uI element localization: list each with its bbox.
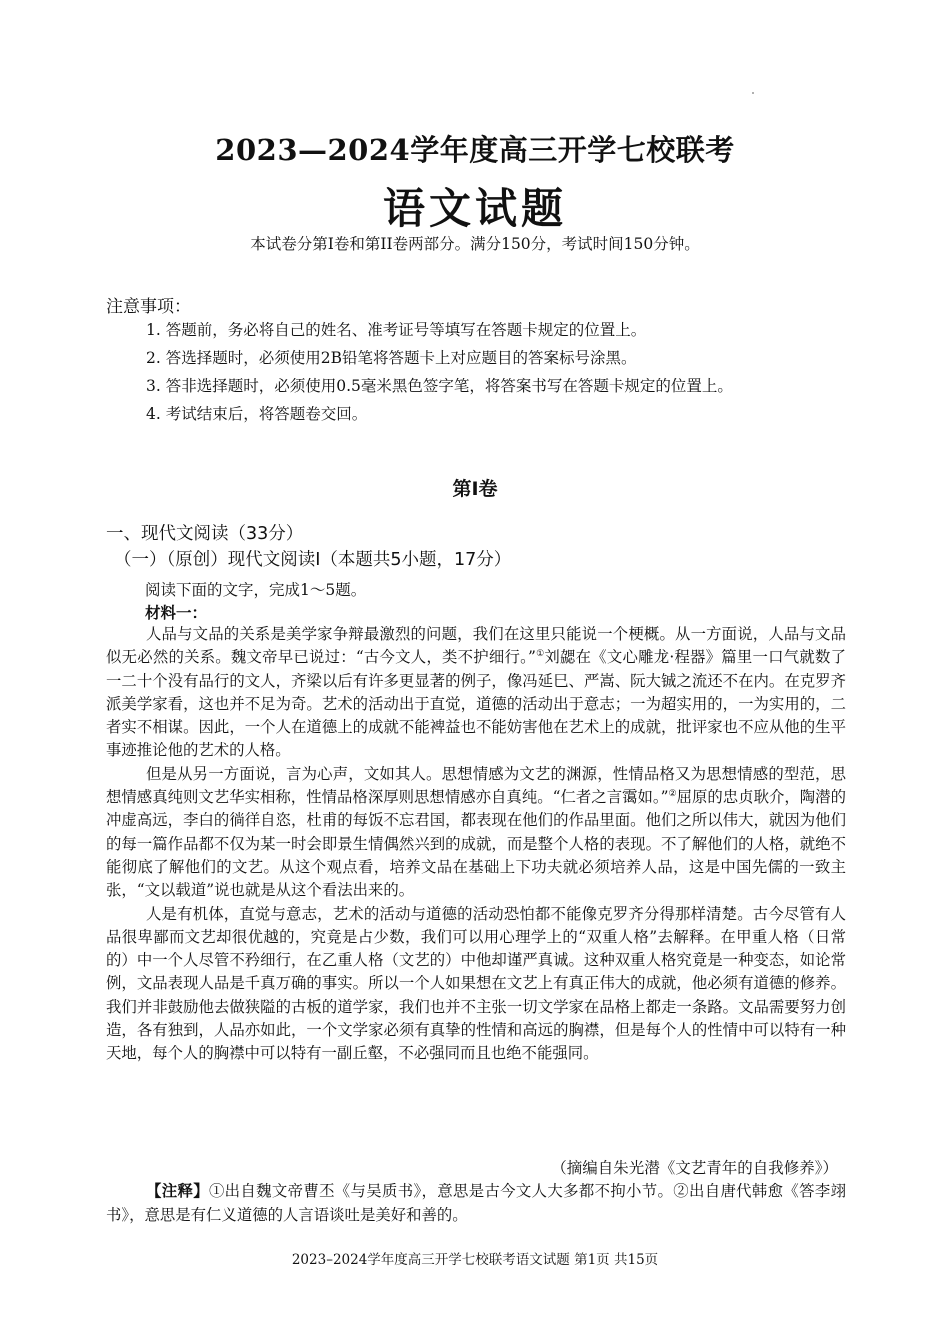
subsection-heading: （一）（原创）现代文阅读I（本题共5小题，17分） bbox=[114, 550, 512, 570]
section-heading: 一、现代文阅读（33分） bbox=[106, 524, 304, 544]
notice-item: 3. 答非选择题时，必须使用0.5毫米黑色签字笔，将答案书写在答题卡规定的位置上。 bbox=[146, 377, 733, 395]
paragraph-1-part-a: 人品与文品的关系是美学家争辩最激烈的问题，我们在这里只能说一个梗概。从一方面说，人品与文品似无必然的关系。魏文帝早已说过：“古今文人，类不护细行。” bbox=[106, 625, 846, 667]
exam-title: 2023—2024学年度高三开学七校联考 bbox=[215, 133, 735, 167]
annotation-note bbox=[106, 1180, 846, 1227]
notice-item: 4. 考试结束后，将答题卷交回。 bbox=[146, 405, 368, 423]
source-citation: （摘编自朱光潜《文艺青年的自我修养》） bbox=[551, 1159, 838, 1177]
subject-title: 语文试题 bbox=[382, 184, 567, 233]
note-label: 【注释】 bbox=[146, 1182, 209, 1200]
note-text: ①出自魏文帝曹丕《与吴质书》，意思是古今文人大多都不拘小节。②出自唐代韩愈《答李翊书》，意思是有仁义道德的人言语谈吐是美好和善的。 bbox=[106, 1182, 846, 1224]
exam-info: 本试卷分第I卷和第II卷两部分。满分150分，考试时间150分钟。 bbox=[250, 235, 700, 253]
paragraph-3: 人是有机体，直觉与意志，艺术的活动与道德的活动恐怕都不能像克罗齐分得那样清楚。古今尽管有人品很卑鄙而文艺却很优越的，究竟是占少数，我们可以用心理学上的“双重人格”去解释。在甲重人格（日常的）中一个人尽管不矜细行，在乙重人格（文艺的）中他却谨严真诚。这种双重人格究竟是一种变态，如论常例，文品表现人品是千真万确的事实。所以一个人如果想在文艺上有真正伟大的成就，他必须有道德的修养。我们并非鼓励他去做狭隘的古板的道学家，我们也并不主张一切文学家在品格上都走一条路。文品需要努力创造，各有独到，人品亦如此，一个文学家必须有真挚的性情和高远的胸襟，但是每个人的性情中可以特有一种天地，每个人的胸襟中可以特有一副丘壑，不必强同而且也绝不能强同。 bbox=[106, 904, 846, 1063]
paragraph-2-part-b: 屈原的忠贞耿介，陶潜的冲虚高远，李白的徜徉自恣，杜甫的每饭不忘君国，都表现在他们的作品里面。他们之所以伟大，就因为他们的每一篇作品都不仅为某一时会即景生情偶然兴到的成就，而是整个人格的表现。不了解他们的人格，就绝不能彻底了解他们的文艺。从这个观点看，培养文品在基础上下功夫就必须培养人品，这是中国先儒的一致主张，“文以载道”说也就是从这个看法出来的。 bbox=[106, 788, 846, 900]
material-label: 材料一： bbox=[145, 603, 208, 622]
notice-item: 2. 答选择题时，必须使用2B铅笔将答题卡上对应题目的答案标号涂黑。 bbox=[146, 349, 637, 367]
paragraph-1-part-b: 刘勰在《文心雕龙·程器》篇里一口气就数了一二十个没有品行的文人，齐梁以后有许多更显著的例子，像冯延巳、严嵩、阮大铖之流还不在内。在克罗齐派美学家看，这也并不足为奇。艺术的活动出于直觉，道德的活动出于意志；一为超实用的，一为实用的，二者实不相谋。因此，一个人在道德上的成就不能裨益也不能妨害他在艺术上的成就，批评家也不应从他的生平事迹推论他的艺术的人格。 bbox=[106, 648, 846, 760]
page-footer: 2023–2024学年度高三开学七校联考语文试题 第1页 共15页 bbox=[291, 1252, 659, 1268]
reading-instruction: 阅读下面的文字，完成1～5题。 bbox=[145, 581, 367, 599]
paragraph-2 bbox=[106, 763, 846, 903]
notice-list bbox=[106, 316, 846, 428]
notice-heading: 注意事项： bbox=[106, 297, 191, 317]
paragraph-2-part-a: 但是从另一方面说，言为心声，文如其人。思想情感为文艺的渊源，性情品格又为思想情感的型范，思想情感真纯则文艺华实相称，性情品格深厚则思想情感亦自真纯。“仁者之言霭如。” bbox=[106, 764, 846, 807]
notice-item: 1. 答题前，务必将自己的姓名、准考证号等填写在答题卡规定的位置上。 bbox=[146, 321, 647, 339]
footnote-marker-1: ① bbox=[535, 649, 545, 660]
scan-dot bbox=[752, 92, 754, 94]
paragraph-1 bbox=[106, 623, 846, 763]
material-text bbox=[106, 623, 846, 1066]
volume-title: 第I卷 bbox=[452, 478, 498, 500]
footnote-marker-2: ② bbox=[668, 789, 677, 800]
